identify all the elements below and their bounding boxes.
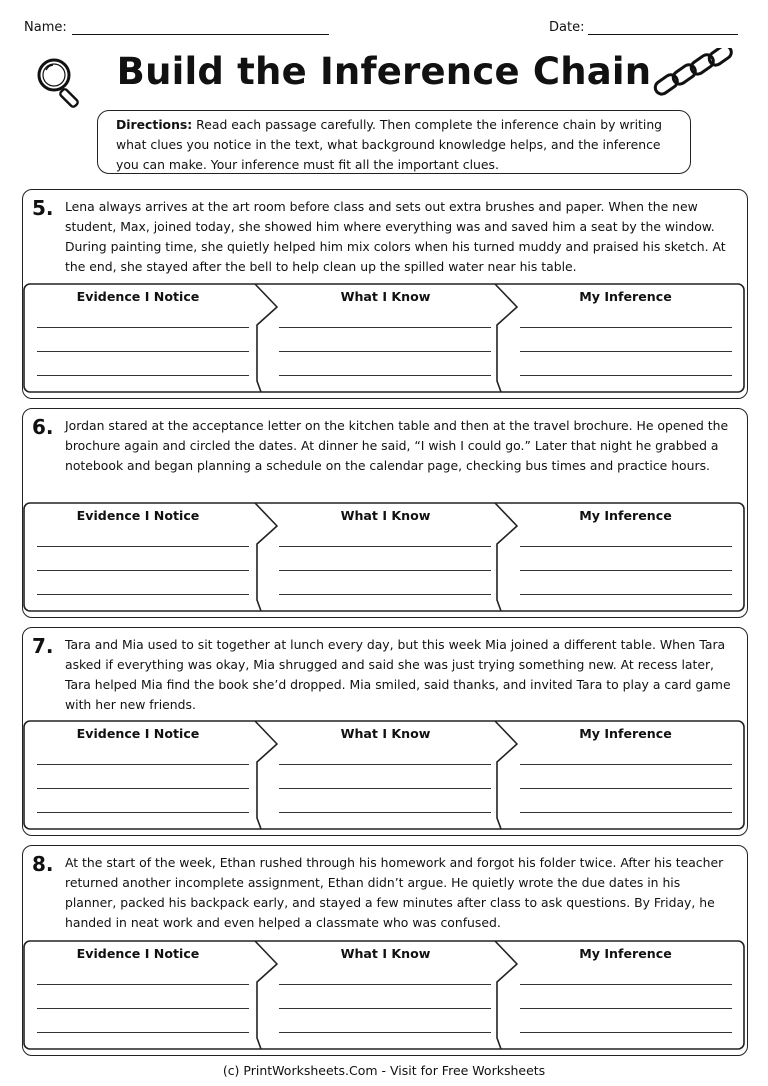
date-field[interactable] — [588, 34, 738, 35]
writing-line[interactable] — [279, 1008, 491, 1009]
writing-line[interactable] — [520, 1008, 732, 1009]
passage-text: Jordan stared at the acceptance letter on the kitchen table and then at the travel brochure. He opened the brochure again and circled the dates. At dinner he said, “I wish I could go.” Later that night he grabbed a notebook and began planning a schedule on the calendar page, checking bus times and practice hours. — [65, 418, 729, 473]
writing-line[interactable] — [37, 1008, 249, 1009]
writing-line[interactable] — [279, 594, 491, 595]
inference-chain — [23, 940, 745, 1050]
name-label: Name: — [24, 20, 67, 35]
chain-arrow-divider — [495, 721, 517, 829]
column-heading: What I Know — [340, 726, 431, 741]
writing-line[interactable] — [37, 375, 249, 376]
writing-line[interactable] — [279, 546, 491, 547]
writing-line[interactable] — [520, 788, 732, 789]
passage-item — [22, 189, 748, 399]
date-label: Date: — [549, 20, 585, 35]
column-heading: Evidence I Notice — [76, 508, 200, 523]
writing-line[interactable] — [279, 570, 491, 571]
inference-chain — [23, 720, 745, 830]
header-row — [24, 18, 738, 40]
writing-line[interactable] — [37, 788, 249, 789]
chain-arrow-divider — [255, 941, 277, 1049]
footer: (c) PrintWorksheets.Com - Visit for Free Worksheets — [222, 1063, 546, 1078]
writing-line[interactable] — [37, 351, 249, 352]
chain-arrow-divider — [495, 941, 517, 1049]
passage-item — [22, 627, 748, 836]
chain-link-icon — [650, 48, 738, 106]
writing-line[interactable] — [37, 327, 249, 328]
inference-chain — [23, 502, 745, 612]
writing-line[interactable] — [520, 764, 732, 765]
directions-lead: Directions: — [116, 117, 193, 132]
writing-line[interactable] — [279, 351, 491, 352]
writing-line[interactable] — [520, 351, 732, 352]
passage-item — [22, 845, 748, 1056]
writing-line[interactable] — [520, 570, 732, 571]
column-heading: What I Know — [340, 508, 431, 523]
writing-line[interactable] — [37, 594, 249, 595]
writing-line[interactable] — [279, 788, 491, 789]
chain-arrow-divider — [255, 284, 277, 392]
writing-line[interactable] — [520, 984, 732, 985]
chain-arrow-divider — [255, 721, 277, 829]
column-heading: Evidence I Notice — [76, 726, 200, 741]
writing-line[interactable] — [279, 984, 491, 985]
passage-text: Tara and Mia used to sit together at lunch every day, but this week Mia joined a different table. When Tara asked if everything was okay, Mia shrugged and said she was just trying something new. At recess later, Tara helped Mia find the book she’d dropped. Mia smiled, said thanks, and invited Tara to play a card game with her new friends. — [65, 637, 731, 712]
writing-line[interactable] — [520, 594, 732, 595]
writing-line[interactable] — [279, 327, 491, 328]
item-number: 6. — [32, 415, 54, 439]
passage-item — [22, 408, 748, 618]
directions-text: Read each passage carefully. Then complete the inference chain by writing what clues you notice in the text, what background knowledge helps, and the inference you can make. Your inference must fit all the important clues. — [116, 117, 663, 172]
writing-line[interactable] — [279, 375, 491, 376]
writing-line[interactable] — [37, 812, 249, 813]
inference-chain — [23, 283, 745, 393]
writing-line[interactable] — [520, 546, 732, 547]
passage-text: Lena always arrives at the art room before class and sets out extra brushes and paper. When the new student, Max, joined today, she showed him where everything was and saved him a seat by the window. During painting time, she quietly helped him mix colors when his turned muddy and praised his sketch. At the end, she stayed after the bell to help clean up the spilled water near his table. — [65, 199, 726, 274]
writing-line[interactable] — [520, 812, 732, 813]
chain-arrow-divider — [255, 503, 277, 611]
writing-line[interactable] — [279, 1032, 491, 1033]
chain-arrow-divider — [495, 503, 517, 611]
item-number: 5. — [32, 196, 54, 220]
directions-box — [97, 110, 691, 174]
writing-line[interactable] — [279, 764, 491, 765]
writing-line[interactable] — [37, 546, 249, 547]
column-heading: My Inference — [579, 289, 672, 304]
writing-line[interactable] — [279, 812, 491, 813]
passage-text: At the start of the week, Ethan rushed through his homework and forgot his folder twice. After his teacher returned another incomplete assignment, Ethan didn’t argue. He quietly wrote the due dates in his planner, packed his backpack early, and stayed a few minutes after class to ask questions. By Friday, he handed in neat work and even helped a classmate who was confused. — [65, 855, 724, 930]
column-heading: Evidence I Notice — [76, 289, 200, 304]
item-number: 7. — [32, 634, 54, 658]
chain-arrow-divider — [495, 284, 517, 392]
writing-line[interactable] — [37, 570, 249, 571]
writing-line[interactable] — [37, 764, 249, 765]
column-heading: My Inference — [579, 508, 672, 523]
column-heading: My Inference — [579, 946, 672, 961]
column-heading: My Inference — [579, 726, 672, 741]
column-heading: What I Know — [340, 946, 431, 961]
item-number: 8. — [32, 852, 54, 876]
page-title: Build the Inference Chain — [116, 50, 652, 93]
writing-line[interactable] — [37, 1032, 249, 1033]
column-heading: Evidence I Notice — [76, 946, 200, 961]
name-field[interactable] — [72, 34, 329, 35]
column-heading: What I Know — [340, 289, 431, 304]
writing-line[interactable] — [520, 1032, 732, 1033]
writing-line[interactable] — [520, 375, 732, 376]
writing-line[interactable] — [520, 327, 732, 328]
writing-line[interactable] — [37, 984, 249, 985]
